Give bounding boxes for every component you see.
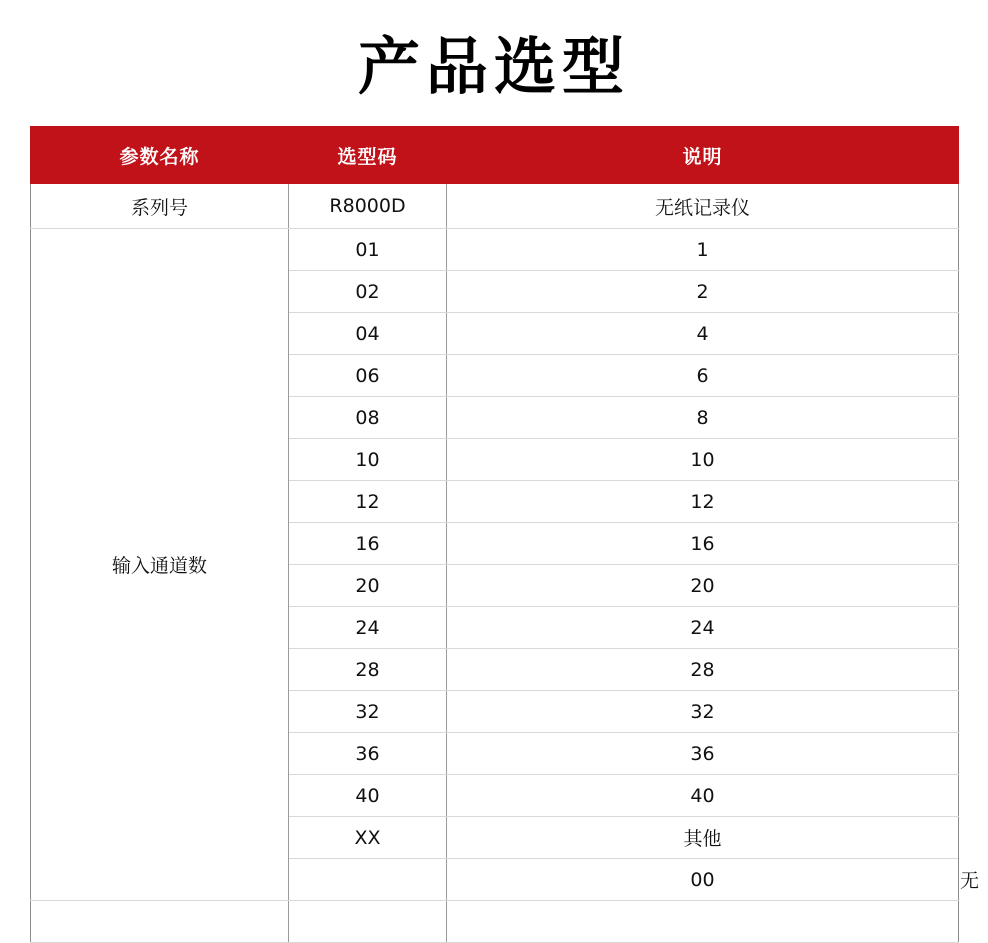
cell-selection-code: 08 xyxy=(289,397,447,439)
table-row: 00 无 xyxy=(31,859,959,901)
cell-param-name: 系列号 xyxy=(31,184,289,229)
cell-description: 40 xyxy=(447,775,959,817)
cell-description: 24 xyxy=(447,607,959,649)
cell-param-name xyxy=(31,901,289,943)
table-body xyxy=(31,184,980,943)
cell-description: 2 xyxy=(447,271,959,313)
cell-description: 8 xyxy=(447,397,959,439)
cell-selection-code: 04 xyxy=(289,313,447,355)
column-header-param-name: 参数名称 xyxy=(31,127,289,184)
column-header-selection-code: 选型码 xyxy=(289,127,447,184)
cell-description: 无纸记录仪 xyxy=(447,184,959,229)
table-header xyxy=(31,127,959,184)
table-row xyxy=(31,229,959,271)
cell-selection-code: XX xyxy=(289,817,447,859)
cell-description: 16 xyxy=(447,523,959,565)
table-row xyxy=(31,184,959,229)
cell-selection-code: 20 xyxy=(289,565,447,607)
cell-description xyxy=(447,901,959,943)
cell-description: 12 xyxy=(447,481,959,523)
cell-selection-code: 40 xyxy=(289,775,447,817)
cell-selection-code: 32 xyxy=(289,691,447,733)
cell-description: 4 xyxy=(447,313,959,355)
cell-description: 1 xyxy=(447,229,959,271)
cell-description: 20 xyxy=(447,565,959,607)
product-selection-table xyxy=(30,126,980,943)
cell-description: 其他 xyxy=(447,817,959,859)
cell-selection-code: 16 xyxy=(289,523,447,565)
cell-selection-code: 00 xyxy=(447,859,959,901)
column-header-description: 说明 xyxy=(447,127,959,184)
header-row xyxy=(31,127,959,184)
page-title: 产品选型 xyxy=(357,30,630,103)
cell-selection-code: 12 xyxy=(289,481,447,523)
cell-description: 36 xyxy=(447,733,959,775)
cell-param-name xyxy=(289,859,447,901)
cell-selection-code: 28 xyxy=(289,649,447,691)
spec-table-container xyxy=(30,126,980,943)
cell-description: 28 xyxy=(447,649,959,691)
cell-selection-code xyxy=(289,901,447,943)
cell-selection-code: R8000D xyxy=(289,184,447,229)
cell-description: 10 xyxy=(447,439,959,481)
cell-selection-code: 06 xyxy=(289,355,447,397)
cell-selection-code: 02 xyxy=(289,271,447,313)
cell-param-name: 输入通道数 xyxy=(31,229,289,901)
cell-selection-code: 01 xyxy=(289,229,447,271)
cell-selection-code: 24 xyxy=(289,607,447,649)
cell-selection-code: 10 xyxy=(289,439,447,481)
cell-selection-code: 36 xyxy=(289,733,447,775)
table-row xyxy=(31,901,959,943)
cell-description: 6 xyxy=(447,355,959,397)
cell-description: 32 xyxy=(447,691,959,733)
